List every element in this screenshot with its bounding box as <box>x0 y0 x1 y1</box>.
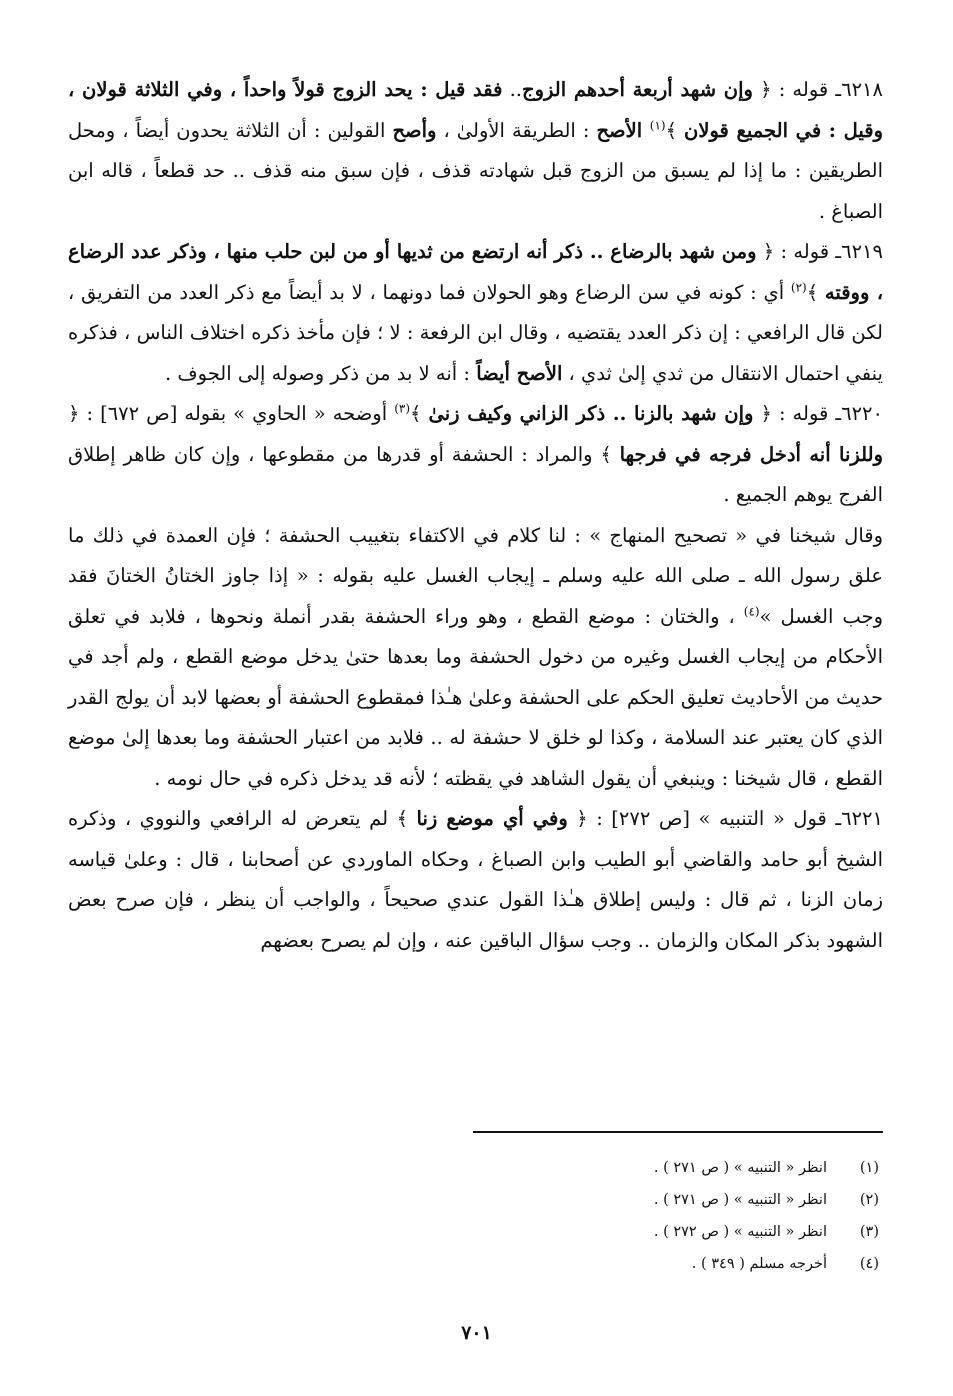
commentary-text: ﴾ <box>806 280 825 304</box>
commentary-text: أوضحه « الحاوي » بقوله [ص ٦٧٢] : ﴿ <box>68 402 395 425</box>
commentary-text: ، والختان : موضع القطع ، وهو وراء الحشفة بقدر أنملة ونحوها ، فلابد في تعلق الأحكام من إيجاب الغسل وغيره من دخول الحشفة وما بعدها حتىٰ يدخل موضع القطع ، ولم أجد في حديث من الأحاديث تعليق الحكم على الحشفة وعلىٰ هـٰذا فمقطوع الحشفة أو بعضها لابد أن يولج القدر الذي كان يعتبر عند السلامة ، وكذا لو خلق لا حشفة له .. فلابد من اعتبار الحشفة وما بعدها إلىٰ موضع القطع ، قال شيخنا : وينبغي أن يقول الشاهد في يقظته ؛ لأنه قد يدخل ذكره في حال نومه . <box>68 604 883 790</box>
footnote-text: أخرجه مسلم ( ٣٤٩ ) . <box>691 1256 827 1272</box>
footnote-text: انظر « التنبيه » ( ص ٢٧١ ) . <box>653 1192 827 1208</box>
commentary-text: ﴾ <box>665 118 685 142</box>
footnotes <box>300 1152 879 1280</box>
quoted-text: فقد قيل : يحد الزوج قولاً واحداً ، وفي الثلاثة قولان ، وقيل : في الجميع قولان <box>68 78 883 142</box>
paragraph-6218 <box>68 70 883 232</box>
quoted-text: وفي أي موضع زنا <box>416 807 568 830</box>
commentary-text: ٦٢١٨ـ قوله : ﴿ <box>752 78 883 101</box>
footnote-text: انظر « التنبيه » ( ص ٢٧٢ ) . <box>653 1224 827 1240</box>
footnote-text: انظر « التنبيه » ( ص ٢٧١ ) . <box>653 1160 827 1176</box>
main-text <box>68 70 883 961</box>
quoted-text: وللزنا أنه أدخل فرجه في فرجها <box>619 442 883 466</box>
paragraph-6220 <box>68 394 883 516</box>
paragraph-shaykh-comment <box>68 516 883 800</box>
footnote <box>300 1184 879 1216</box>
page-number: ٧٠١ <box>461 1322 492 1344</box>
footnote <box>300 1216 879 1248</box>
footnote-reference: (٣) <box>394 401 411 416</box>
commentary-text: : أنه لا بد من ذكر وصوله إلى الجوف . <box>165 361 477 385</box>
commentary-text: ٦٢٢٠ـ قوله : ﴿ <box>753 402 883 425</box>
commentary-text: ﴾ والمراد : الحشفة أو قدرها من مقطوعها ، وإن كان ظاهر إطلاق الفرج يوهم الجميع . <box>68 442 883 506</box>
paragraph-6219 <box>68 232 883 394</box>
quoted-text: وإن شهد بالزنا .. ذكر الزاني وكيف زنىٰ <box>428 402 754 425</box>
commentary-text: ﴾ <box>410 402 429 425</box>
quoted-text: الأصح أيضاً <box>476 361 563 385</box>
footnote <box>300 1152 879 1184</box>
commentary-text: .. <box>502 78 523 101</box>
footnote-reference: (٤) <box>743 604 760 618</box>
footnote-separator <box>473 1131 883 1133</box>
footnote-number: (٤) <box>859 1256 879 1272</box>
footnote-number: (٢) <box>859 1192 879 1208</box>
commentary-text: ﴾ لم يتعرض له الرافعي والنووي ، وذكره الشيخ أبو حامد والقاضي أبو الطيب وابن الصباغ ، وحكاه الماوردي عن أصحابنا ، قال : وعلىٰ قياسه زمان الزنا ، ثم قال : وليس إطلاق هـٰذا القول عندي صحيحاً ، والواجب أن ينظر ، فإن صرح بعض الشهود بذكر المكان والزمان .. وجب سؤال الباقين عنه ، وإن لم يصرح بعضهم <box>68 807 883 952</box>
footnote <box>300 1248 879 1280</box>
footnote-number: (١) <box>859 1160 879 1176</box>
commentary-text: ٦٢١٩ـ قوله : ﴿ <box>756 240 883 263</box>
commentary-text: القولين : أن الثلاثة يحدون أيضاً ، ومحل الطريقين : ما إذا لم يسبق من الزوج قبل شهادته قذف ، فإن سبق منه قذف .. حد قطعاً ، قاله ابن الصباغ . <box>68 118 883 223</box>
commentary-text: أي : كونه في سن الرضاع وهو الحولان فما دونهما ، لا بد أيضاً مع ذكر العدد من التفريق ، لكن قال الرافعي : إن ذكر العدد يقتضيه ، وقال ابن الرفعة : لا ؛ فإن مأخذ ذكره اختلاف الناس ، فذكره ينفي احتمال الانتقال من ثدي إلىٰ ثدي ، <box>68 280 883 385</box>
quoted-text: ومن شهد بالرضاع .. ذكر أنه ارتضع من ثديها أو من لبن حلب منها ، وذكر عدد الرضاع ، ووقته <box>68 240 884 304</box>
commentary-text: وقال شيخنا في « تصحيح المنهاج » : لنا كلام في الاكتفاء بتغييب الحشفة ؛ فإن العمدة في ذلك ما علق رسول الله ـ صلى الله عليه وسلم ـ إيجاب الغسل عليه بقوله : « إذا جاوز الختانُ الختانَ فقد وجب الغسل » <box>68 523 883 628</box>
footnote-reference: (٢) <box>790 280 807 294</box>
commentary-text: : الطريقة الأولىٰ ، <box>436 118 597 142</box>
footnote-number: (٣) <box>859 1224 879 1240</box>
paragraph-6221 <box>68 799 883 961</box>
footnote-reference: (١) <box>649 118 666 132</box>
quoted-text: الأصح <box>596 118 650 142</box>
quoted-text: وإن شهد أربعة أحدهم الزوج <box>522 78 753 101</box>
quoted-text: وأصح <box>392 118 437 142</box>
commentary-text: ٦٢٢١ـ قول « التنبيه » [ص ٢٧٢] : ﴿ <box>567 807 883 830</box>
